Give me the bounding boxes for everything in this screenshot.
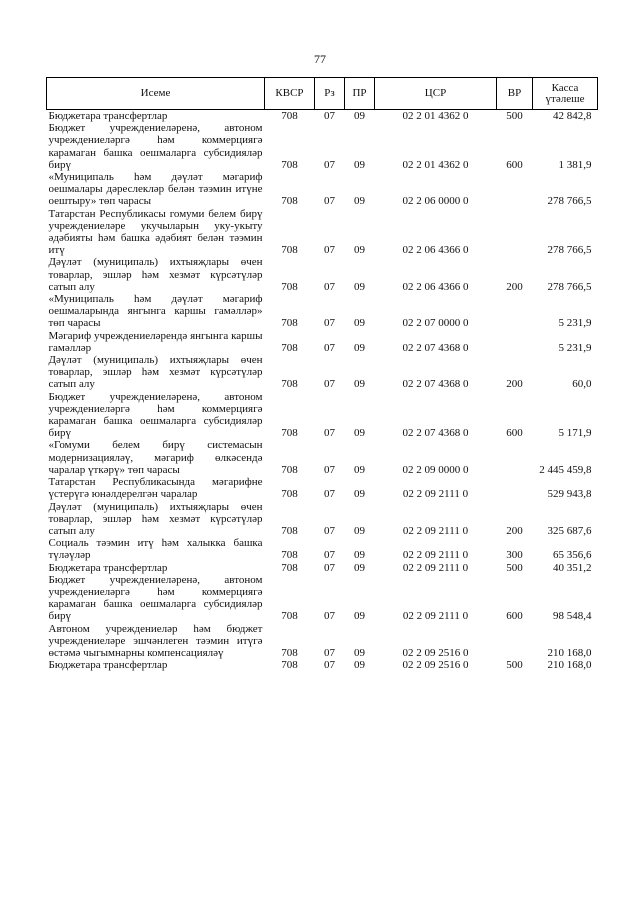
row-rz: 07: [324, 561, 335, 574]
row-kvsr: 708: [281, 488, 298, 501]
row-rz: 07: [324, 524, 335, 537]
table-row: [47, 391, 598, 440]
row-csr: 02 2 09 2111 0: [402, 524, 469, 537]
row-vr: 600: [506, 158, 523, 171]
row-name: Бюджет учреждениеләренә, автоном учреждениеләргә һәм коммерциягә карамаган башка оешмаларга субсидияләр бирү: [48, 122, 263, 171]
row-csr: 02 2 09 2111 0: [402, 610, 469, 623]
row-amount: 5 171,9: [558, 427, 592, 440]
row-kvsr: 708: [281, 158, 298, 171]
row-csr: 02 2 09 2516 0: [402, 659, 469, 672]
row-name: «Муниципаль һәм дәүләт мәгариф оешмаларында янгынга каршы гамәлләр» төп чарасы: [48, 293, 263, 330]
row-amount: 210 168,0: [547, 659, 592, 672]
row-amount: 42 842,8: [553, 110, 592, 122]
row-kvsr: 708: [281, 341, 298, 354]
row-csr: 02 2 09 2516 0: [402, 646, 469, 659]
row-kvsr: 708: [281, 646, 298, 659]
table-row: [47, 293, 598, 330]
row-name: Мәгариф учреждениеләрендә янгынга каршы гамәлләр: [48, 329, 263, 354]
row-kvsr: 708: [281, 524, 298, 537]
header-csr: ЦСР: [375, 78, 497, 110]
header-kassa-line2: үтәлеше: [545, 92, 585, 105]
row-vr: 200: [506, 280, 523, 293]
row-amount: 65 356,6: [553, 549, 592, 562]
row-amount: 325 687,6: [547, 524, 592, 537]
row-amount: 5 231,9: [558, 317, 592, 330]
row-csr: 02 2 06 4366 0: [402, 280, 469, 293]
row-kvsr: 708: [281, 280, 298, 293]
table-row: [47, 171, 598, 208]
row-kvsr: 708: [281, 244, 298, 257]
table-row: [47, 439, 598, 476]
row-vr: 500: [506, 110, 523, 122]
row-csr: 02 2 09 2111 0: [402, 488, 469, 501]
row-name: Дәүләт (муниципаль) ихтыяҗлары өчен товарлар, эшләр һәм хезмәт күрсәтүләр сатып алу: [48, 354, 263, 391]
row-name: Дәүләт (муниципаль) ихтыяҗлары өчен товарлар, эшләр һәм хезмәт күрсәтүләр сатып алу: [48, 500, 263, 537]
header-rz: Рз: [315, 78, 345, 110]
header-kvsr: КВСР: [265, 78, 315, 110]
table-row: [47, 256, 598, 293]
row-vr: [497, 208, 533, 257]
table-row: [47, 110, 598, 123]
row-vr: [497, 439, 533, 476]
row-csr: 02 2 07 4368 0: [402, 341, 469, 354]
row-pr: 09: [354, 561, 365, 574]
row-pr: 09: [354, 195, 365, 208]
row-amount: 210 168,0: [547, 646, 592, 659]
row-pr: 09: [354, 341, 365, 354]
row-vr: 600: [506, 427, 523, 440]
row-vr: 200: [506, 378, 523, 391]
header-kassa: [533, 78, 598, 110]
table-row: [47, 330, 598, 354]
row-vr: 500: [506, 561, 523, 574]
row-kvsr: 708: [281, 317, 298, 330]
row-kvsr: 708: [281, 463, 298, 476]
row-kvsr: 708: [281, 195, 298, 208]
row-csr: 02 2 09 0000 0: [402, 463, 469, 476]
row-csr: 02 2 06 0000 0: [402, 195, 469, 208]
row-rz: 07: [324, 488, 335, 501]
header-kassa-line1: Касса: [551, 81, 579, 94]
row-amount: 5 231,9: [558, 341, 592, 354]
row-vr: [497, 476, 533, 500]
table-row: [47, 122, 598, 171]
row-name: Татарстан Республикасы гомуми белем бирү учреждениеләре укучыларын уку-укыту әдәбияты һәм башка әдәбият белән тәэмин итү: [48, 207, 263, 257]
row-pr: 09: [354, 524, 365, 537]
row-pr: 09: [354, 317, 365, 330]
row-amount: 278 766,5: [547, 195, 592, 208]
row-vr: [497, 293, 533, 330]
row-kvsr: 708: [281, 610, 298, 623]
table-header: [47, 78, 598, 110]
row-name: Бюджетара трансфертлар: [48, 110, 168, 122]
row-rz: 07: [324, 244, 335, 257]
row-rz: 07: [324, 341, 335, 354]
row-pr: 09: [354, 158, 365, 171]
row-rz: 07: [324, 659, 335, 672]
row-vr: 500: [506, 659, 523, 672]
table-row: [47, 208, 598, 257]
row-name: Бюджетара трансфертлар: [48, 561, 168, 574]
row-amount: 529 943,8: [547, 488, 592, 501]
row-pr: 09: [354, 488, 365, 501]
row-name: Бюджетара трансфертлар: [48, 659, 168, 672]
row-name: «Муниципаль һәм дәүләт мәгариф оешмалары дәреслекләр белән тәэмин итүне оештыру» төп чарасы: [48, 171, 263, 208]
table-row: [47, 354, 598, 391]
row-amount: 278 766,5: [547, 280, 592, 293]
row-pr: 09: [354, 549, 365, 562]
header-vr: ВР: [497, 78, 533, 110]
row-amount: 60,0: [572, 378, 592, 391]
row-name: Татарстан Республикасында мәгарифне үстерүгә юнәлдерелгән чаралар: [48, 476, 263, 501]
row-rz: 07: [324, 427, 335, 440]
row-pr: 09: [354, 110, 365, 122]
row-rz: 07: [324, 110, 335, 122]
row-csr: 02 2 09 2111 0: [402, 561, 469, 574]
row-amount: 278 766,5: [547, 244, 592, 257]
table-body: [47, 110, 598, 672]
row-rz: 07: [324, 646, 335, 659]
row-rz: 07: [324, 549, 335, 562]
row-pr: 09: [354, 610, 365, 623]
row-vr: [497, 171, 533, 208]
row-pr: 09: [354, 659, 365, 672]
row-csr: 02 2 07 4368 0: [402, 427, 469, 440]
row-csr: 02 2 01 4362 0: [402, 158, 469, 171]
row-pr: 09: [354, 244, 365, 257]
row-pr: 09: [354, 463, 365, 476]
row-pr: 09: [354, 378, 365, 391]
header-pr: ПР: [345, 78, 375, 110]
row-amount: 2 445 459,8: [539, 463, 592, 476]
row-rz: 07: [324, 158, 335, 171]
row-vr: 600: [506, 610, 523, 623]
row-rz: 07: [324, 317, 335, 330]
budget-table: [46, 77, 598, 671]
row-csr: 02 2 01 4362 0: [402, 110, 469, 122]
table-row: [47, 537, 598, 561]
page-number: 77: [314, 52, 326, 66]
row-kvsr: 708: [281, 378, 298, 391]
row-kvsr: 708: [281, 110, 298, 122]
table-row: [47, 623, 598, 660]
row-kvsr: 708: [281, 427, 298, 440]
row-kvsr: 708: [281, 549, 298, 562]
row-pr: 09: [354, 646, 365, 659]
row-rz: 07: [324, 463, 335, 476]
row-vr: 200: [506, 524, 523, 537]
row-name: «Гомуми белем бирү системасын модернизацияләү, мәгариф өлкәсендә чаралар үткәрү» төп чарасы: [48, 439, 263, 476]
header-name: Исеме: [47, 78, 265, 110]
row-amount: 98 548,4: [553, 610, 592, 623]
table-row: [47, 562, 598, 574]
row-name: Автоном учреждениеләр һәм бюджет учреждениеләре эшчәнлеген тәэмин итүгә өстәмә чыгымнарны компенсацияләү: [48, 622, 263, 659]
row-pr: 09: [354, 427, 365, 440]
row-name: Дәүләт (муниципаль) ихтыяҗлары өчен товарлар, эшләр һәм хезмәт күрсәтүләр сатып алу: [48, 256, 263, 293]
row-rz: 07: [324, 280, 335, 293]
row-rz: 07: [324, 378, 335, 391]
row-vr: 300: [506, 549, 523, 562]
row-csr: 02 2 07 0000 0: [402, 317, 469, 330]
row-vr: [497, 330, 533, 354]
row-amount: 40 351,2: [553, 561, 592, 574]
row-rz: 07: [324, 195, 335, 208]
row-kvsr: 708: [281, 659, 298, 672]
table-row: [47, 476, 598, 500]
row-csr: 02 2 07 4368 0: [402, 378, 469, 391]
row-pr: 09: [354, 280, 365, 293]
row-csr: 02 2 06 4366 0: [402, 244, 469, 257]
row-rz: 07: [324, 610, 335, 623]
table-row: [47, 659, 598, 671]
table-row: [47, 501, 598, 538]
table-row: [47, 574, 598, 623]
row-csr: 02 2 09 2111 0: [402, 549, 469, 562]
row-name: Бюджет учреждениеләренә, автоном учреждениеләргә һәм коммерциягә карамаган башка оешмаларга субсидияләр бирү: [48, 390, 263, 440]
row-name: Бюджет учреждениеләренә, автоном учреждениеләргә һәм коммерциягә карамаган башка оешмаларга субсидияләр бирү: [48, 573, 263, 623]
row-amount: 1 381,9: [558, 158, 592, 171]
row-vr: [497, 623, 533, 660]
row-kvsr: 708: [281, 561, 298, 574]
row-name: Социаль тәэмин итү һәм халыкка башка түләүләр: [48, 537, 263, 562]
